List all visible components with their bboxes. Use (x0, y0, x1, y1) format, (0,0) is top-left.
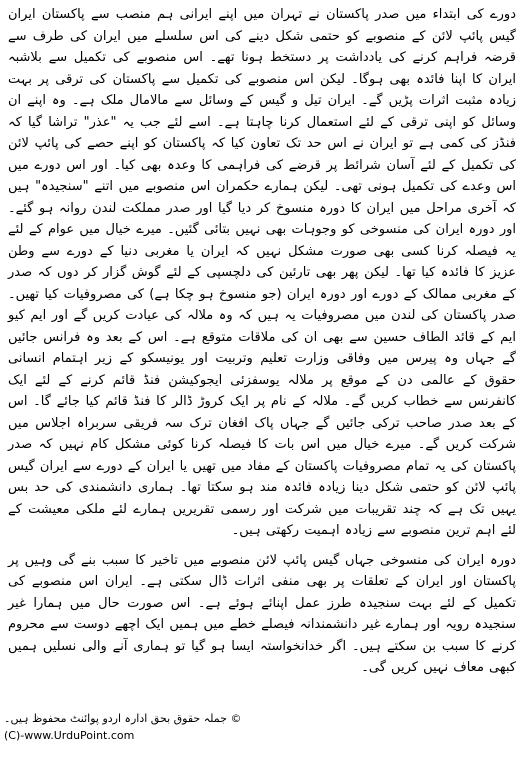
article-paragraph-1: دورے کی ابتداء میں صدر پاکستان نے تہران میں اپنے ایرانی ہم منصب سے پاکستان ایران گیس پائپ لائن کے منصوبے کو حتمی شکل دینے کی اس سلسلے میں ایران کی طرف سے قرضہ فراہم کرنے کی یادداشت پر دستخط ہونا تھے۔ اس منصوبے کی تکمیل سے بلاشبہ ایران کا اپنا فائدہ بھی ہوگا۔ لیکن اس منصوبے کی تکمیل سے پاکستان کی ترقی پر بہت زیادہ مثبت اثرات پڑیں گے۔ ایران تیل و گیس کے وسائل سے مالامال ملک ہے۔ وہ اپنے ان وسائل کو اپنی ترقی کے لئے استعمال کرنا چاہتا ہے۔ اسے لئے جب یہ "عذر" تراشا گیا کہ فنڈز کی کمی ہے تو ایران نے اس حد تک تعاون کیا کہ پاکستان کو اپنے حصے کی پائپ لائن کی تکمیل کے لئے آسان شرائط پر قرضے کی فراہمی کا وعدہ بھی کیا۔ اور اس دورے میں اس وعدے کی تکمیل ہونی تھی۔ لیکن ہمارے حکمران اس منصوبے میں اتنے "سنجیدہ" ہیں کہ آخری مراحل میں ایران کا دورہ منسوخ کر دیا گیا اور صدر مملکت لندن روانہ ہو گئے۔ اور دورہ ایران کی منسوخی کو وجوہات بھی نہیں بتائی گئیں۔ میرے خیال میں عوام کے لئے یہ فیصلہ کرنا کسی بھی صورت مشکل نہیں کہ ایران یا مغربی دنیا کے دورے سے وطن عزیز کا فائدہ کیا تھا۔ لیکن پھر بھی تارئین کی دلچسپی کے لئے گوش گزار کر دوں کہ صدر کے مغربی ممالک کے دورے اور دورہ ایران (جو منسوخ ہو چکا ہے) کی مصروفیات کیا تھیں۔ صدر پاکستان کی لندن میں مصروفیات یہ ہیں کہ وہ ملالہ کی عیادت کریں گے اور ایم کیو ایم کے قائد الطاف حسین سے بھی ان کی ملاقات متوقع ہے۔ اس کے بعد وہ فرانس جائیں گے جہاں وہ پیرس میں وفاقی وزارت تعلیم وتربیت اور یونیسکو کے زیر اہتمام انسانی حقوق کے عالمی دن کے موقع پر ملالہ یوسفزئی ایجوکیشن فنڈ قائم کرنے کے لئے ایک کانفرنس سے خطاب کریں گے۔ ملالہ کے نام پر ایک کروڑ ڈالر کا فنڈ قائم کیا جائے گا۔ اس کے بعد صدر صاحب ترکی جائیں گے جہاں پاک افغان ترک سہ فریقی سربراہ اجلاس میں شرکت کریں گے۔ میرے خیال میں اس بات کا فیصلہ کرنا کوئی مشکل کام نہیں کہ صدر پاکستان کی یہ تمام مصروفیات پاکستان کے مفاد میں تھیں یا ایران کے دورے سے ایران گیس پائپ لائن کو حتمی شکل دینا زیادہ فائدہ مند ہو سکتا تھا۔ ہماری دانشمندی کی حد بس یہیں تک ہے کہ چند تقریبات میں شرکت اور رسمی تقریریں ہمارے لئے ملکی معیشت کے لئے اہم ترین منصوبے سے زیادہ اہمیت رکھتی ہیں۔ (8, 7, 516, 538)
copyright-english: (C)-www.UrduPoint.com (4, 729, 135, 742)
copyright-footer (4, 710, 304, 744)
article-body (8, 4, 516, 687)
copyright-urdu: © جملہ حقوق بحق ادارہ اردو پوائنٹ محفوظ ہیں۔ (4, 712, 242, 725)
article-paragraph-2: دورہ ایران کی منسوخی جہاں گیس پائپ لائن منصوبے میں تاخیر کا سبب بنے گی وہیں پر پاکستان اور ایران کے تعلقات پر بھی منفی اثرات ڈال سکتی ہے۔ ایران اس منصوبے کی تکمیل کے لئے بہت سنجیدہ طرز عمل اپنائے ہوئے ہے۔ اس صورت حال میں ہمارا غیر سنجیدہ رویہ اور ہمارے غیر دانشمندانہ فیصلے خطے میں ہمیں ایک اچھے دوست سے محروم کرنے کا سبب بن سکتے ہیں۔ اگر خدانخواستہ ایسا ہو گیا تو ہماری آنے والی نسلیں ہمیں کبھی معاف نہیں کریں گی۔ (8, 552, 516, 675)
